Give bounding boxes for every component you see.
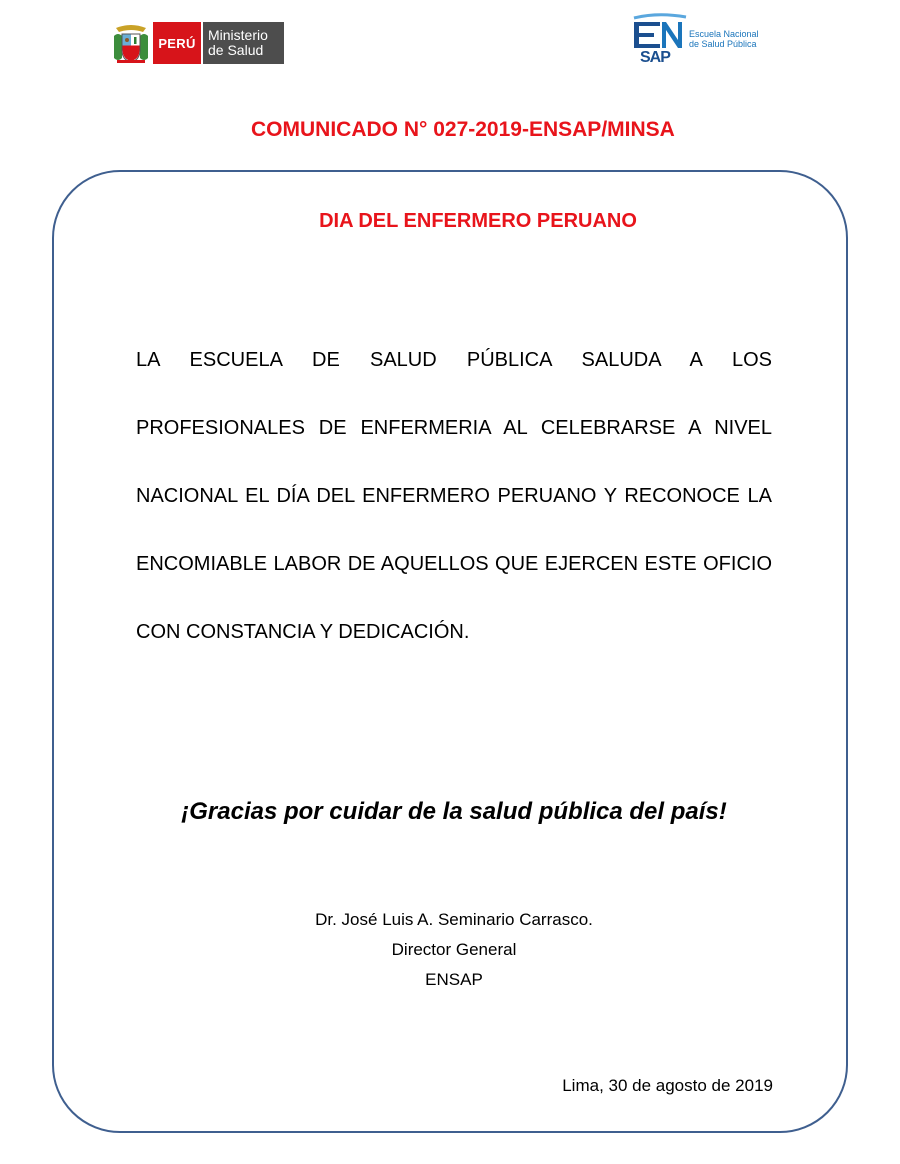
ensap-logo	[628, 12, 773, 64]
closing-message: ¡Gracias por cuidar de la salud pública del país!	[181, 798, 727, 825]
signatory-name: Dr. José Luis A. Seminario Carrasco.	[315, 910, 593, 929]
signatory-organization: ENSAP	[425, 970, 483, 989]
document-subtitle: DIA DEL ENFERMERO PERUANO	[319, 210, 637, 232]
ensap-logo-text: Escuela Nacional de Salud Pública	[689, 29, 759, 49]
signature-block	[0, 905, 900, 995]
ensap-logo-mark-icon	[628, 12, 690, 64]
peru-label: PERÚ	[153, 22, 201, 64]
svg-text:SAP: SAP	[640, 49, 670, 64]
signatory-title: Director General	[391, 940, 517, 959]
body-paragraph: LA ESCUELA DE SALUD PÚBLICA SALUDA A LOS PROFESIONALES DE ENFERMERIA AL CELEBRARSE A NIVEL NACIONAL EL DÍA DEL ENFERMERO PERUANO Y RECONOCE LA ENCOMIABLE LABOR DE AQUELLOS QUE EJERCEN ESTE OFICIO CON CONSTANCIA Y DEDICACIÓN.	[136, 349, 772, 643]
document-number-title: COMUNICADO N° 027-2019-ENSAP/MINSA	[251, 118, 675, 141]
coat-of-arms-icon	[112, 22, 150, 64]
minsa-logo	[112, 22, 284, 64]
place-date: Lima, 30 de agosto de 2019	[562, 1076, 773, 1095]
ministerio-de-salud-label: Ministerio de Salud	[203, 22, 284, 64]
